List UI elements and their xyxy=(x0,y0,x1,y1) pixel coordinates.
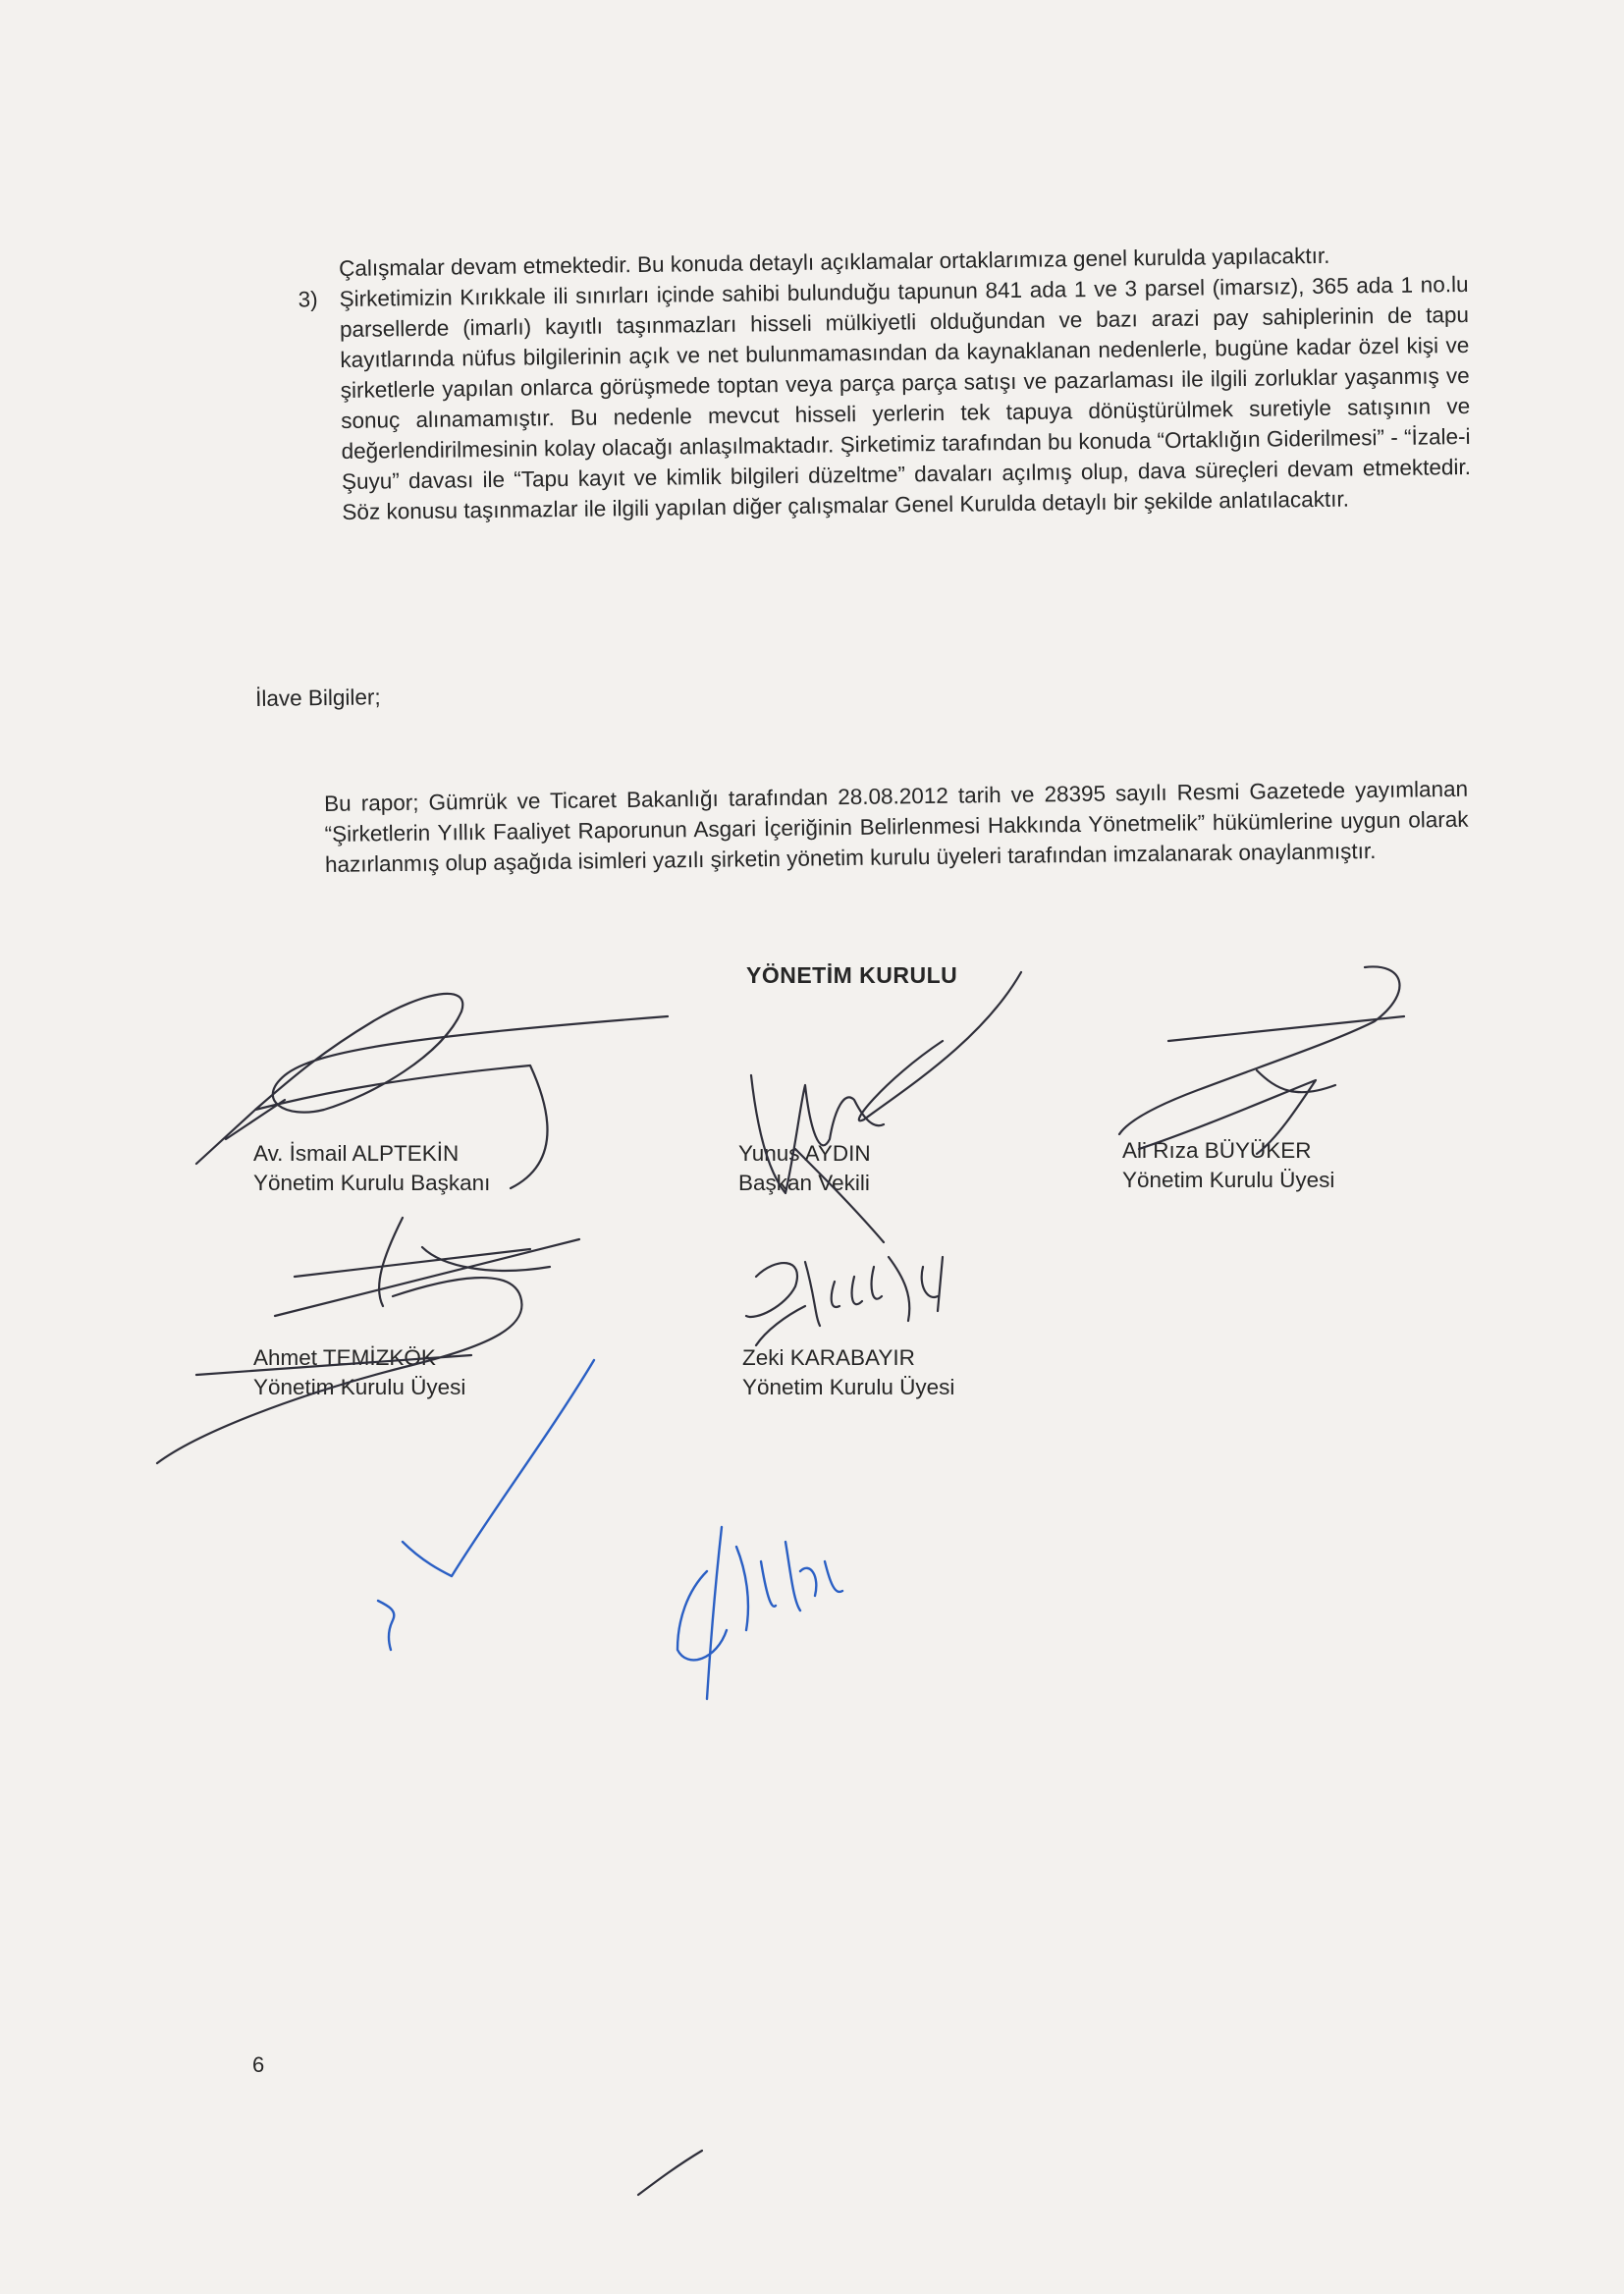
signatory-name: Yunus AYDIN xyxy=(738,1141,871,1166)
list-item-text: Şirketimizin Kırıkkale ili sınırları içinde sahibi bulunduğu tapunun 841 ada 1 ve 3 parsel (imarsız), 365 ada 1 no.lu parsellerde (imarlı) kayıtlı taşınmazları hisseli mülkiyetli olduğundan ve bazı arazi pay sahiplerinin de tapu kayıtlarında nüfus bilgilerinin açık ve net bulunmamasından da kaynaklanan nedenlerle, bugüne kadar özel kişi ve şirketlerle yapılan onlarca görüşmede toptan veya parça parça satışı ve pazarlaması ile ilgili zorluklar yaşanmış ve sonuç alınamamıştır. Bu nedenle mevcut hisseli yerlerin tek tapuya dönüştürülmek suretiyle satışının ve değerlendirilmesinin kolay olacağı anlaşılmaktadır. Şirketimiz tarafından bu konuda “Ortaklığın Giderilmesi” - “İzale-i Şuyu” davası ile “Tapu kayıt ve kimlik bilgileri düzeltme” davaları açılmış olup, dava süreçleri devam etmektedir. Söz konusu taşınmazlar ile ilgili yapılan diğer çalışmalar Genel Kurulda detaylı bir şekilde anlatılacaktır. xyxy=(339,271,1472,524)
mark-bottom xyxy=(638,2151,702,2195)
signatory-chairman xyxy=(253,1139,490,1198)
signatory-member-1 xyxy=(1122,1136,1334,1195)
board-title: YÖNETİM KURULU xyxy=(746,962,958,988)
report-paragraph: Bu rapor; Gümrük ve Ticaret Bakanlığı tarafından 28.08.2012 tarih ve 28395 sayılı Resmi Gazetede yayımlanan “Şirketlerin Yıllık Faaliyet Raporunun Asgari İçeriğinin Belirlenmesi Hakkında Yönetmelik” hükümlerine uygun olarak hazırlanmış olup aşağıda isimleri yazılı şirketin yönetim kurulu üyeleri tarafından imzalanarak onaylanmıştır. xyxy=(324,776,1469,877)
signatory-vice-chairman xyxy=(738,1139,871,1198)
page-number: 6 xyxy=(252,2052,265,2077)
signatory-title: Yönetim Kurulu Üyesi xyxy=(742,1375,955,1399)
signatory-member-2 xyxy=(253,1343,465,1402)
signature-aydin xyxy=(751,972,1021,1242)
signature-temizkok xyxy=(157,1218,579,1463)
blue-check-mark xyxy=(378,1360,594,1650)
signatory-member-3 xyxy=(742,1343,954,1402)
list-item-3 xyxy=(298,269,1472,527)
signatory-name: Av. İsmail ALPTEKİN xyxy=(253,1141,460,1166)
signatory-title: Yönetim Kurulu Üyesi xyxy=(253,1375,466,1399)
signature-karabayir xyxy=(746,1257,943,1345)
intro-paragraph: Çalışmalar devam etmektedir. Bu konuda detaylı açıklamalar ortaklarımıza genel kurulda yapılacaktır. xyxy=(339,243,1330,281)
signatory-name: Ali Rıza BÜYÜKER xyxy=(1122,1138,1312,1163)
signatory-name: Zeki KARABAYIR xyxy=(742,1345,915,1370)
additional-info-heading: İlave Bilgiler; xyxy=(255,684,381,711)
signatory-title: Yönetim Kurulu Üyesi xyxy=(1122,1168,1335,1192)
signatory-title: Başkan Vekili xyxy=(738,1171,870,1195)
signatory-name: Ahmet TEMİZKÖK xyxy=(253,1345,436,1370)
body-text xyxy=(298,239,1472,527)
list-item-number: 3) xyxy=(298,287,318,312)
signatory-title: Yönetim Kurulu Başkanı xyxy=(253,1171,491,1195)
signature-buyuker xyxy=(1119,966,1404,1154)
signature-blue xyxy=(677,1527,842,1699)
